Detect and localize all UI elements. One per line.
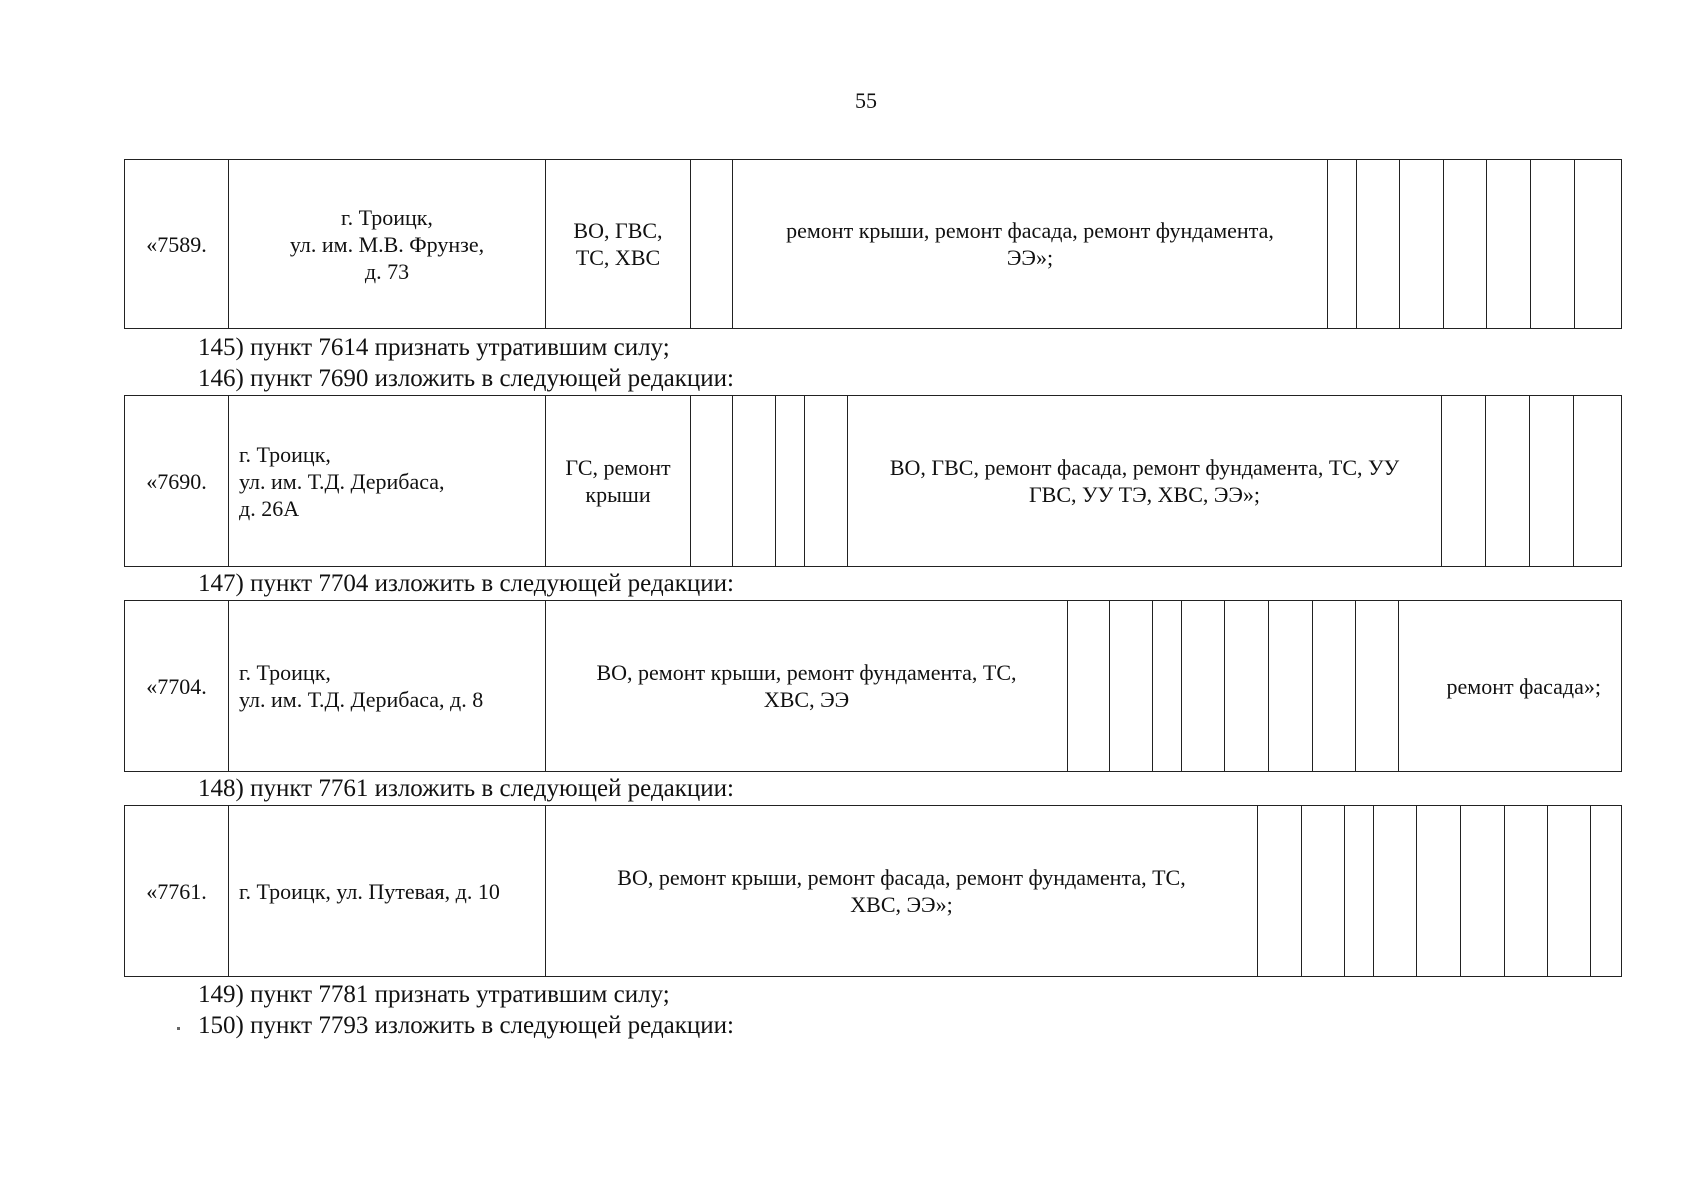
empty-cell [1531, 160, 1575, 329]
empty-cell [1182, 601, 1225, 772]
empty-cell [1328, 160, 1357, 329]
empty-cell [776, 396, 805, 567]
empty-cell [1302, 806, 1345, 977]
empty-cell [691, 396, 733, 567]
empty-cell [1400, 160, 1444, 329]
works-cell [546, 806, 1258, 977]
table-item-7589 [124, 159, 1622, 329]
empty-cell [1153, 601, 1182, 772]
works-cell [546, 601, 1068, 772]
empty-cell [1225, 601, 1269, 772]
item-number: «7761. [125, 806, 229, 977]
item-number: «7690. [125, 396, 229, 567]
address-line: ул. им. Т.Д. Дерибаса, [239, 468, 445, 494]
table-item-7704 [124, 600, 1622, 772]
works-line: ГВС, УУ ТЭ, ХВС, ЭЭ»; [1028, 482, 1261, 507]
address-line: г. Троицк, [341, 204, 433, 230]
address-cell [229, 806, 546, 977]
works-line: ВО, ремонт крыши, ремонт фундамента, ТС, [596, 660, 1017, 685]
works-line: ремонт крыши, ремонт фасада, ремонт фундамента, [786, 218, 1274, 243]
empty-cell [1345, 806, 1374, 977]
empty-cell [733, 396, 776, 567]
empty-cell [1442, 396, 1486, 567]
table-row [125, 160, 1622, 329]
empty-cell [1417, 806, 1461, 977]
table-row [125, 601, 1622, 772]
works-line: крыши [585, 482, 651, 507]
last-works-cell: ремонт фасада»; [1399, 601, 1622, 772]
table-row [125, 396, 1622, 567]
table-item-7761 [124, 805, 1622, 977]
empty-cell [1357, 160, 1400, 329]
works-cell [848, 396, 1442, 567]
address-line: д. 26А [239, 495, 300, 521]
works-cell [733, 160, 1328, 329]
empty-cell [1068, 601, 1110, 772]
works-line: ВО, ГВС, [573, 218, 663, 243]
works-cell [546, 396, 691, 567]
address-cell [229, 601, 546, 772]
empty-cell [1505, 806, 1548, 977]
empty-cell [1110, 601, 1153, 772]
table-row [125, 806, 1622, 977]
empty-cell [1486, 396, 1530, 567]
address-line: г. Троицк, [239, 660, 331, 685]
empty-cell [805, 396, 848, 567]
paragraph-147: 147) пункт 7704 изложить в следующей редакции: [198, 570, 734, 597]
works-line: ГС, ремонт [565, 455, 671, 480]
address-line: г. Троицк, [239, 441, 331, 467]
address-line: ул. им. Т.Д. Дерибаса, д. 8 [239, 687, 484, 712]
empty-cell [691, 160, 733, 329]
address-cell [229, 396, 546, 567]
works-line: ЭЭ»; [1006, 245, 1054, 270]
item-number: «7704. [125, 601, 229, 772]
empty-cell [1258, 806, 1302, 977]
works-line: ТС, ХВС [575, 245, 661, 270]
works-cell [546, 160, 691, 329]
empty-cell [1548, 806, 1591, 977]
address-cell [229, 160, 546, 329]
paragraph-148: 148) пункт 7761 изложить в следующей редакции: [198, 775, 734, 802]
empty-cell [1356, 601, 1399, 772]
empty-cell [1444, 160, 1487, 329]
address-line: г. Троицк, ул. Путевая, д. 10 [239, 878, 500, 904]
page-number: 55 [855, 88, 877, 113]
empty-cell [1461, 806, 1505, 977]
works-line: ВО, ремонт крыши, ремонт фасада, ремонт фундамента, ТС, [617, 865, 1186, 890]
empty-cell [1487, 160, 1531, 329]
item-number: «7589. [125, 160, 229, 329]
empty-cell [1313, 601, 1356, 772]
works-line: ВО, ГВС, ремонт фасада, ремонт фундамента, ТС, УУ [889, 455, 1400, 480]
empty-cell [1269, 601, 1313, 772]
paragraph-150: 150) пункт 7793 изложить в следующей редакции: [198, 1012, 734, 1039]
empty-cell [1574, 396, 1622, 567]
empty-cell [1575, 160, 1622, 329]
scan-speck [177, 1027, 180, 1030]
address-line: д. 73 [364, 258, 410, 284]
works-line: ХВС, ЭЭ [763, 687, 850, 712]
paragraph-149: 149) пункт 7781 признать утратившим силу; [198, 981, 670, 1008]
empty-cell [1374, 806, 1417, 977]
address-line: ул. им. М.В. Фрунзе, [289, 231, 485, 257]
paragraph-145: 145) пункт 7614 признать утратившим силу; [198, 334, 670, 361]
table-item-7690 [124, 395, 1622, 567]
empty-cell [1591, 806, 1622, 977]
paragraph-146: 146) пункт 7690 изложить в следующей редакции: [198, 365, 734, 392]
works-line: ХВС, ЭЭ»; [850, 892, 953, 917]
empty-cell [1530, 396, 1574, 567]
